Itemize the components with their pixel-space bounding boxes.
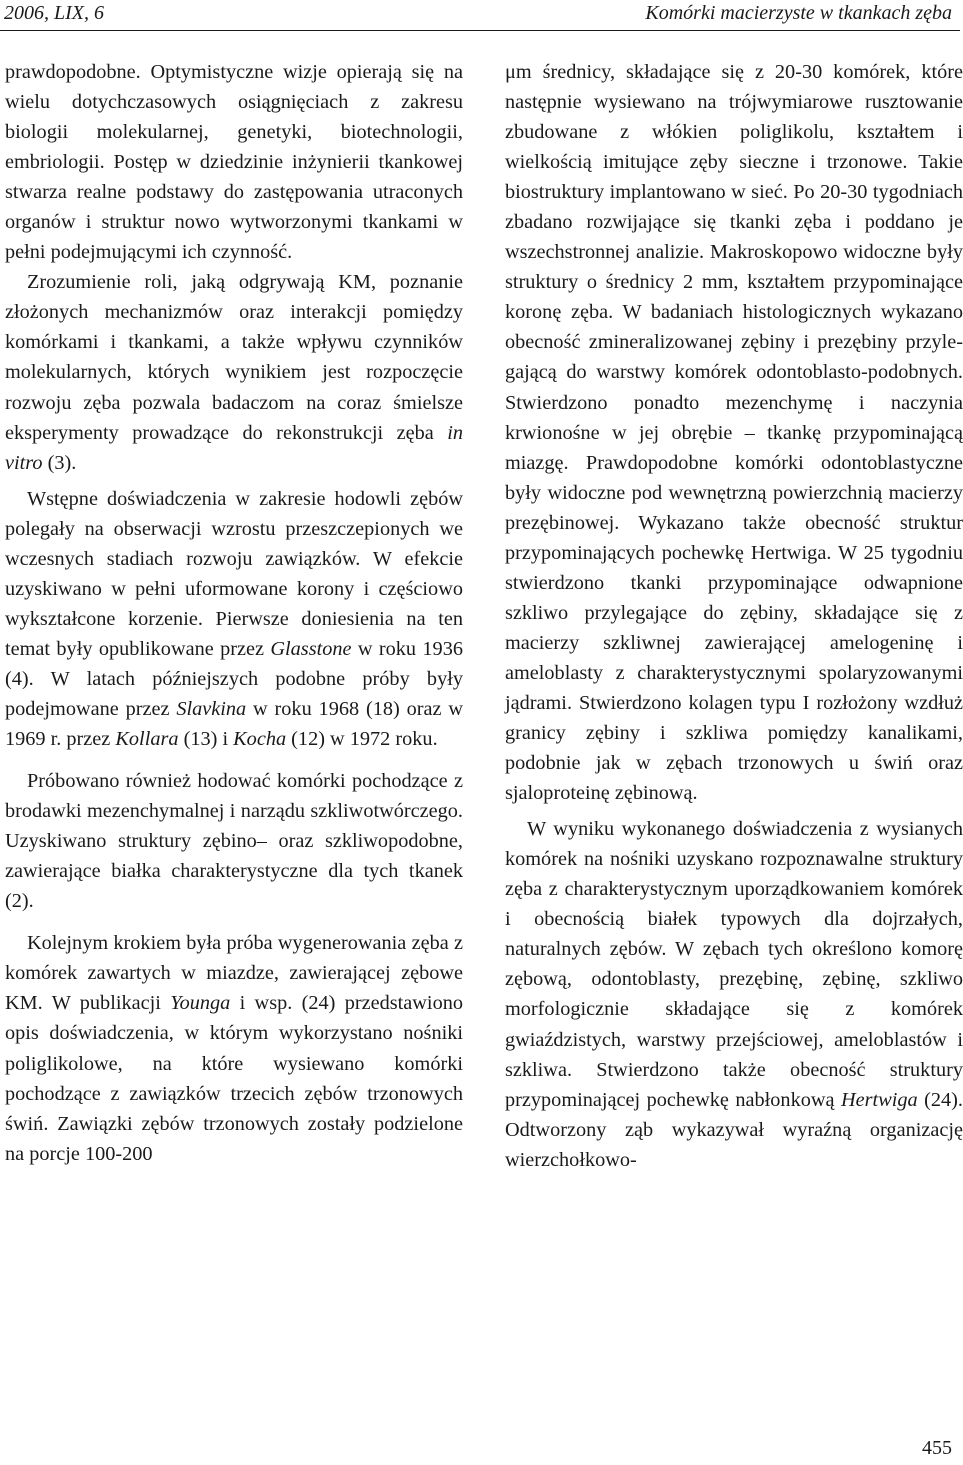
author-kollara: Kollara: [115, 728, 179, 751]
right-column: [505, 57, 963, 1175]
author-slavkina: Slavkina: [176, 697, 247, 720]
author-glasstone: Glasstone: [270, 637, 352, 660]
left-paragraph-1: prawdopodobne. Optymistyczne wizje opierają się na wielu dotychczasowych osiągnięciach z zakresu biologii molekularnej, genetyki, biotechnologii, embriologii. Postęp w dziedzinie inżynierii tkankowej stwarza realne podstawy do zastępowania utraconych organów i struktur nowo wytworzonymi tkankami w pełni podejmującymi ich czynność.: [5, 61, 463, 264]
in-vitro-term: in vitro: [5, 421, 463, 474]
left-paragraph-5: Kolejnym krokiem była próba wygenerowania zęba z komórek zawartych w miazdze, zawierającej zębowe KM. W publikacji Younga i wsp. (24) przedstawiono opis doświadczenia, w którym wykorzystano nośniki poliglikolowe, na które wysiewano komórki pochodzące z zawiązków trzecich zębów trzonowych świń. Zawiązki zębów trzonowych zostały podzielone na porcje 100-200: [5, 932, 463, 1165]
left-paragraph-4: Próbowano również hodować komórki pochodzące z brodawki mezenchymalnej i narządu szkliwotwórczego. Uzyskiwano struktury zębino– oraz szkliwopodobne, zawierające białka charakterystyczne dla tych tkanek (2).: [5, 770, 463, 913]
author-kocha: Kocha: [233, 728, 287, 751]
header-rule: [0, 30, 960, 31]
author-younga: Younga: [170, 992, 231, 1015]
right-paragraph-1: μm średnicy, składające się z 20-30 komórek, które następnie wysiewano na trójwymiarowe rusztowanie zbudowane z włókien poliglikolu, kształtem i wielkością imitujące zęby sieczne i trzonowe. Takie biostruktury implantowano w sieć. Po 20-30 tygodniach zbadano rozwijające się tkanki zęba i poddano je wszechstronnej analizie. Makroskopowo widoczne były struktury o średnicy 2 mm, kształtem przypominające koronę zęba. W badaniach histologicznych wykazano obecność zmineralizowanej zębiny i prezębiny przylegającą do warstwy komórek odontoblasto-podobnych. Stwierdzono ponadto mezenchymę i naczynia krwionośne w jej obrębie – tkankę przypominającą miazgę. Prawdopodobne komórki odontoblastyczne były widoczne pod wewnętrzną powierzchnią macierzy prezębinowej. Wykazano także obecność struktur przypominających pochewkę Hertwiga. W 25 tygodniu stwierdzono tkanki przypominające odwapnione szkliwo przylegające do zębiny, składające się z macierzy szkliwnej zawierającej amelogeninę i ameloblasty z charakterystycznymi spolaryzowanymi jądrami. Stwierdzono kolagen typu I rozłożony wzdłuż granicy zębiny i szkliwa pomiędzy kanalikami, podobnie jak w zębach trzonowych u świń oraz sjaloproteinę zębinową.: [505, 61, 963, 805]
article-running-title: Komórki macierzyste w tkankach zęba: [645, 2, 952, 24]
right-paragraph-2: W wyniku wykonanego doświadczenia z wysianych komórek na nośniki uzyskano rozpoznawalne struktury zęba z charakterystycznym uporządkowaniem komórek i obecnością białek typowych dla dojrzałych, naturalnych zębów. W zębach tych określono komorę zębową, odontoblasty, prezębinę, zębinę, szkliwo morfologicznie składające się z komórek gwiaździstych, warstwy przejściowej, ameloblastów i szkliwa. Stwierdzono także obecność struktury przypominającej pochewkę nabłonkową Hertwiga (24). Odtworzony ząb wykazywał wyraźną organizację wierzchołkowo-: [505, 818, 963, 1171]
author-hertwiga: Hertwiga: [841, 1088, 918, 1111]
running-header: [0, 0, 960, 28]
page-number: 455: [922, 1437, 952, 1459]
left-paragraph-3: Wstępne doświadczenia w zakresie hodowli zębów polegały na obserwacji wzrostu przeszczepionych we wczesnych stadiach rozwoju zawiązków. W efekcie uzyskiwano w pełni uformowane korony i częściowo wykształcone korzenie. Pierwsze doniesienia na ten temat były opublikowane przez Glasstone w roku 1936 (4). W latach późniejszych podobne próby były podejmowane przez Slavkina w roku 1968 (18) oraz w 1969 r. przez Kollara (13) i Kocha (12) w 1972 roku.: [5, 487, 463, 751]
left-paragraph-2: Zrozumienie roli, jaką odgrywają KM, poznanie złożonych mechanizmów oraz interakcji pomiędzy komórkami i tkankami, a także wpływu czynników molekularnych, których wynikiem jest rozpoczęcie rozwoju zęba pozwala badaczom na coraz śmielsze eksperymenty prowadzące do rekonstrukcji zęba in vitro (3).: [5, 271, 463, 474]
journal-citation: 2006, LIX, 6: [4, 2, 104, 24]
left-column: [5, 57, 463, 1169]
